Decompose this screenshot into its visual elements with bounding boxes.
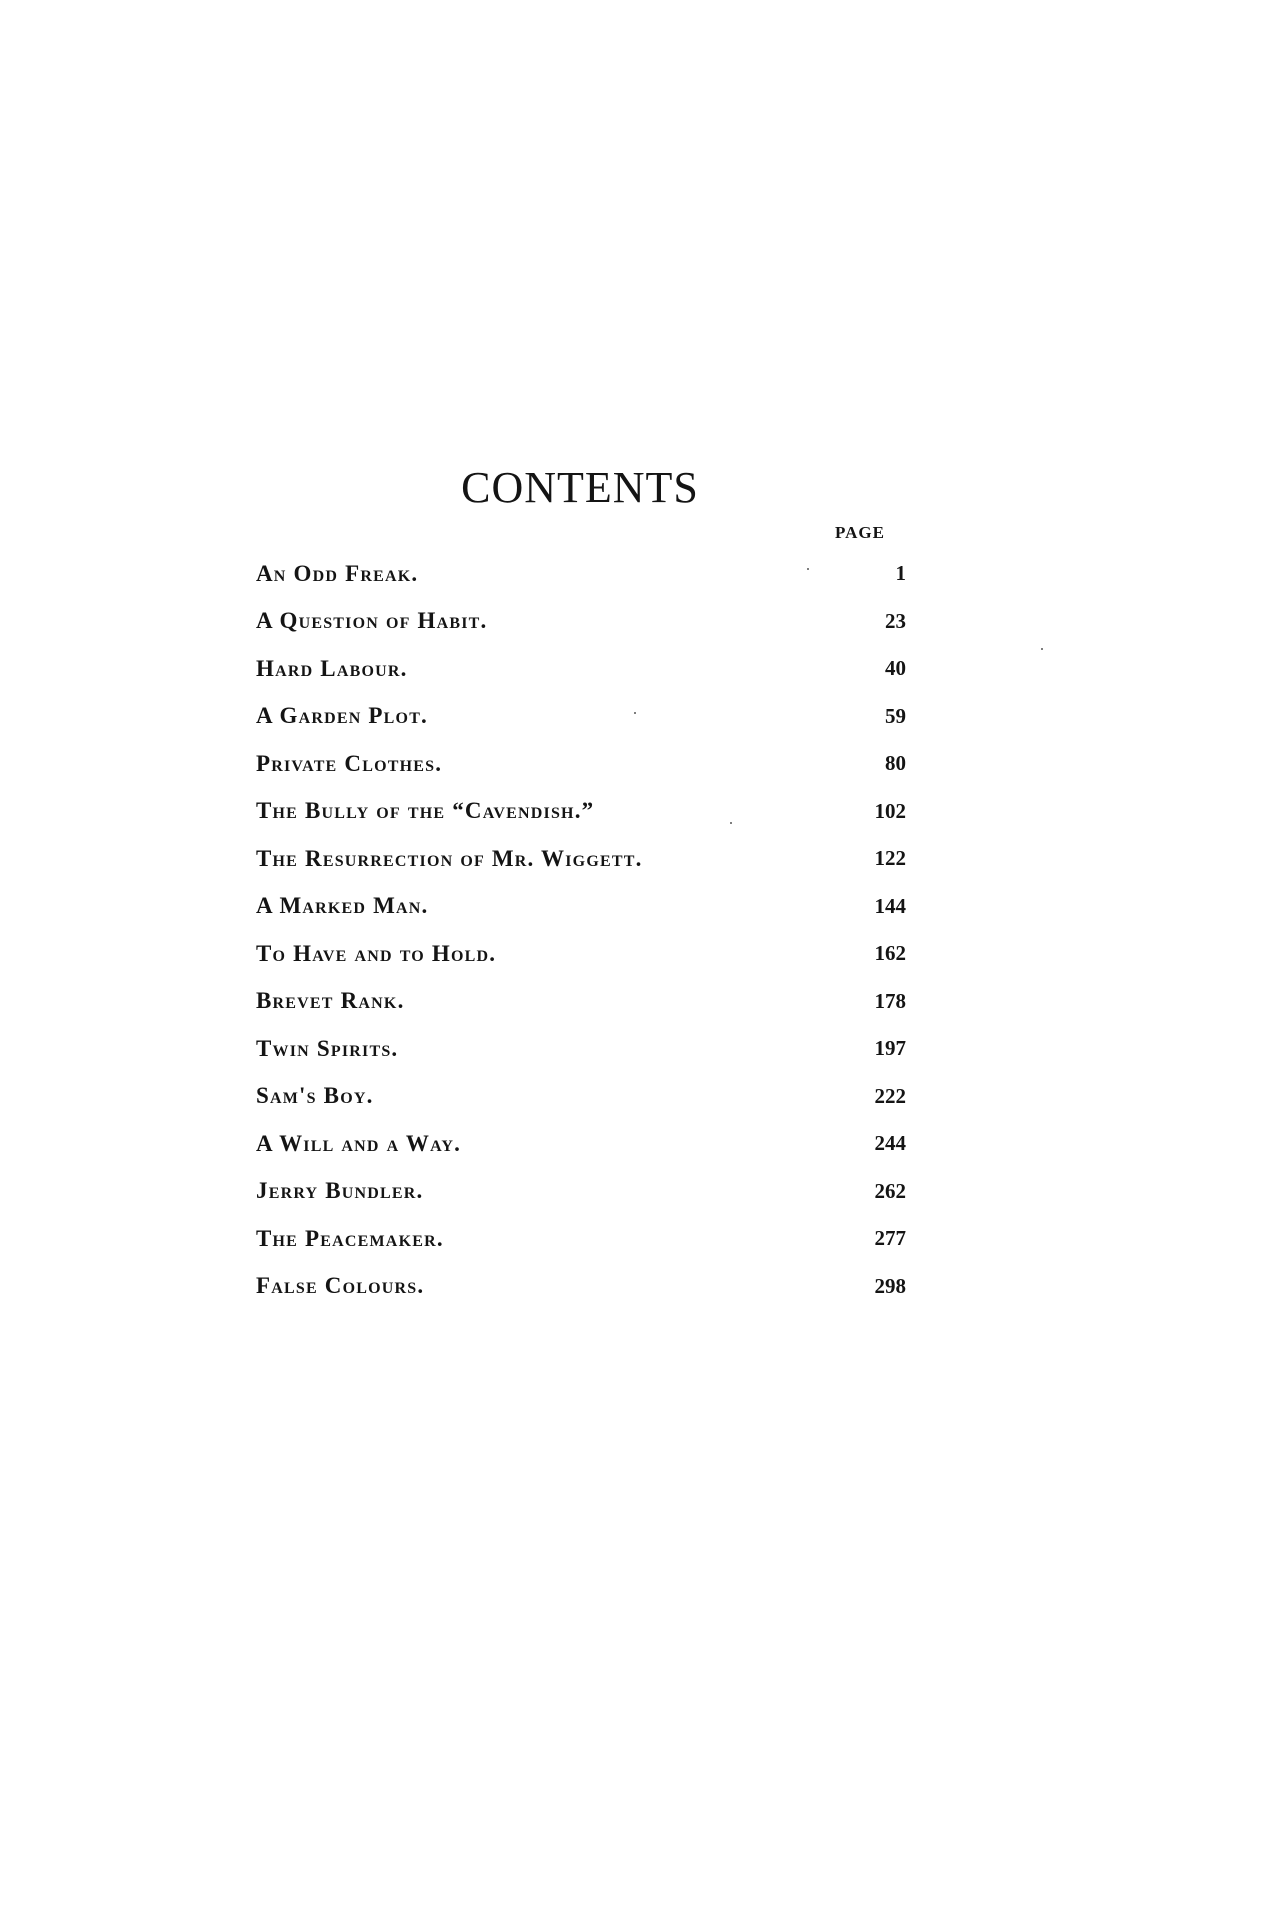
entry-title: False Colours. — [256, 1273, 425, 1299]
entry-page-number: 1 — [895, 561, 906, 586]
entry-page-number: 277 — [874, 1226, 906, 1251]
entry-title: An Odd Freak. — [256, 560, 419, 586]
entry-title: To Have and to Hold. — [256, 940, 497, 966]
contents-entry — [256, 693, 906, 741]
entry-page-number: 244 — [874, 1131, 906, 1156]
scan-speck — [807, 568, 809, 570]
entry-title: The Bully of the “Cavendish.” — [256, 798, 595, 824]
entry-title: The Peacemaker. — [256, 1225, 444, 1251]
entry-title: Hard Labour. — [256, 655, 408, 681]
contents-entry — [256, 883, 906, 931]
contents-entry — [256, 1168, 906, 1216]
contents-entry — [256, 1025, 906, 1073]
entry-page-number: 40 — [885, 656, 906, 681]
entry-page-number: 59 — [885, 703, 906, 728]
contents-entry — [256, 740, 906, 788]
contents-entry — [256, 1073, 906, 1121]
entry-page-number: 162 — [874, 941, 906, 966]
contents-entry — [256, 1215, 906, 1263]
contents-entry — [256, 1120, 906, 1168]
contents-entry — [256, 1263, 906, 1311]
page-column-header: PAGE — [835, 523, 885, 542]
entry-page-number: 262 — [874, 1178, 906, 1203]
contents-list — [256, 550, 906, 1310]
entry-page-number: 178 — [874, 988, 906, 1013]
entry-page-number: 23 — [885, 608, 906, 633]
scan-speck — [634, 712, 636, 714]
entry-title: Private Clothes. — [256, 750, 443, 776]
entry-page-number: 122 — [874, 846, 906, 871]
entry-page-number: 222 — [874, 1083, 906, 1108]
entry-title: Sam's Boy. — [256, 1083, 374, 1109]
scan-speck — [1041, 648, 1043, 650]
contents-entry — [256, 598, 906, 646]
entry-title: A Garden Plot. — [256, 703, 429, 729]
contents-entry — [256, 978, 906, 1026]
entry-page-number: 102 — [874, 798, 906, 823]
entry-page-number: 80 — [885, 751, 906, 776]
entry-title: A Marked Man. — [256, 893, 429, 919]
contents-entry — [256, 930, 906, 978]
page-title: CONTENTS — [461, 463, 699, 512]
entry-title: Twin Spirits. — [256, 1035, 399, 1061]
entry-page-number: 197 — [874, 1036, 906, 1061]
entry-title: Brevet Rank. — [256, 988, 405, 1014]
entry-title: The Resurrection of Mr. Wiggett. — [256, 845, 643, 871]
contents-entry — [256, 550, 906, 598]
contents-entry — [256, 645, 906, 693]
contents-entry — [256, 788, 906, 836]
contents-entry — [256, 835, 906, 883]
entry-title: Jerry Bundler. — [256, 1178, 424, 1204]
entry-title: A Question of Habit. — [256, 608, 488, 634]
scan-speck — [730, 822, 732, 824]
entry-page-number: 144 — [874, 893, 906, 918]
entry-page-number: 298 — [874, 1273, 906, 1298]
entry-title: A Will and a Way. — [256, 1130, 462, 1156]
